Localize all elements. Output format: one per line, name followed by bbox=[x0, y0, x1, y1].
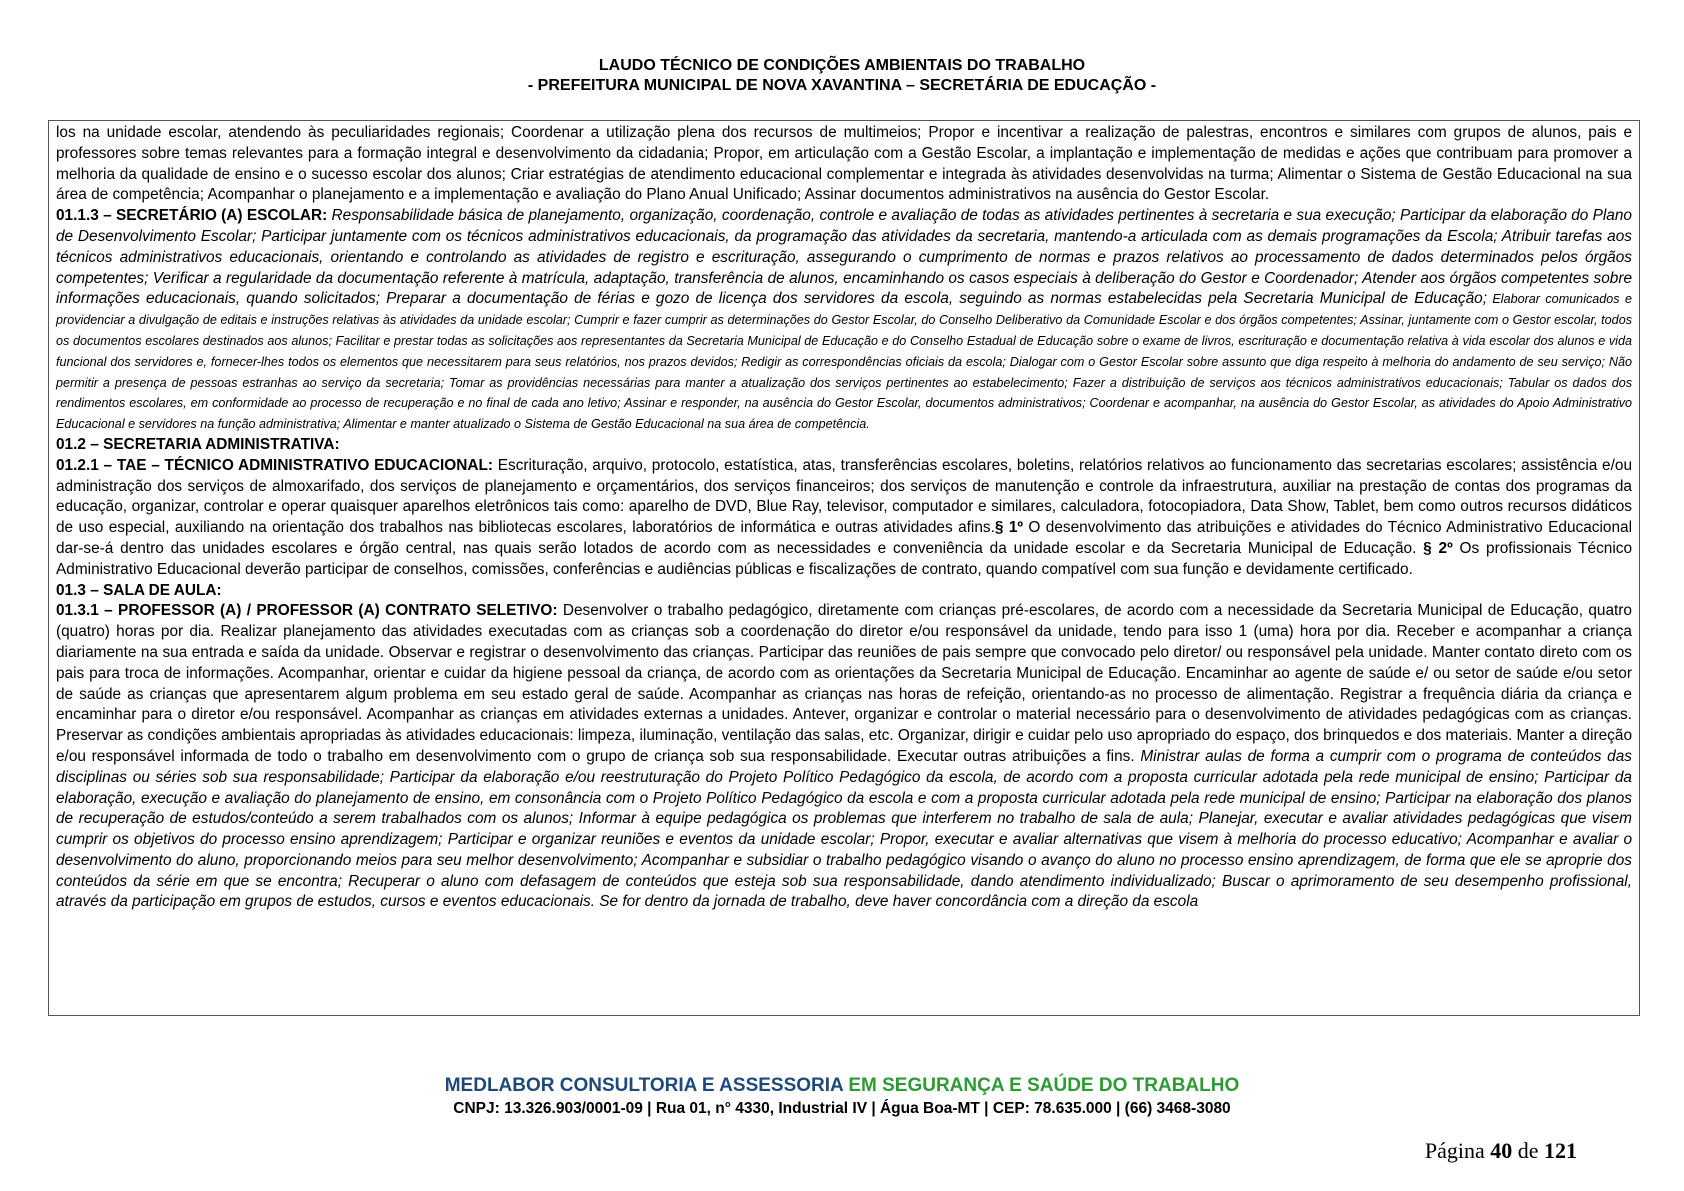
paragraph-2-text: Os profissionais Técnico Administrativo Educacional deverão participar de conselhos, comissões, conferências e audiências públicas e fiscalizações de contrato, quando compatível com sua função e devidamente certificado. bbox=[56, 539, 1633, 578]
content-box bbox=[48, 120, 1640, 1016]
section-heading-sala-de-aula: 01.3 – SALA DE AULA: bbox=[56, 581, 222, 599]
page-number-prefix: Página bbox=[1424, 1138, 1491, 1163]
footer-cnpj-address: CNPJ: 13.326.903/0001-09 | Rua 01, n° 4330, Industrial IV | Água Boa-MT | CEP: 78.635.000 | (66) 3468-3080 bbox=[453, 1100, 1231, 1117]
page-number-current: 40 bbox=[1490, 1138, 1513, 1163]
section-tae bbox=[56, 456, 1632, 581]
page-number-separator: de bbox=[1512, 1138, 1544, 1163]
paragraph-1-label: § 1º bbox=[994, 519, 1024, 537]
section-text: Desenvolver o trabalho pedagógico, diretamente com crianças pré-escolares, de acordo com a necessidade da Secretaria Municipal de Educação, quatro (quatro) horas por dia. Realizar planejamento das atividades executadas com as crianças sob a coordenação do diretor e/ou responsável da unidade, tendo para isso 1 (uma) hora por dia. Receber e acompanhar a criança diariamente na sua entrada e saída da unidade. Observar e registrar o desenvolvimento das crianças. Participar das reuniões de pais sempre que convocado pelo diretor/ ou responsável pela unidade. Manter contato direto com os pais para troca de informações. Acompanhar, orientar e cuidar da higiene pessoal da criança, de acordo com as orientações da Secretaria Municipal de Educação. Encaminhar ao agente de saúde e/ ou setor de saúde e/ou setor de saúde as crianças que apresentarem algum problema em seu estado geral de saúde. Acompanhar as crianças nas horas de refeição, orientando-as no processo de alimentação. Registrar a frequência diária da criança e encaminhar para o diretor e/ou responsável. Acompanhar as crianças em atividades externas a unidades. Antever, organizar e controlar o material necessário para o desenvolvimento de atividades pedagógicas com as crianças. Preservar as condições ambientais apropriadas às atividades educacionais: limpeza, iluminação, ventilação das salas, etc. Organizar, dirigir e cuidar pelo uso apropriado do espaço, dos brinquedos e dos materiais. Manter a direção e/ou responsável informada de todo o trabalho em desenvolvimento com o grupo de criança sob sua responsabilidade. Executar outras atribuições a fins. bbox=[56, 602, 1632, 765]
document-title: LAUDO TÉCNICO DE CONDIÇÕES AMBIENTAIS DO TRABALHO bbox=[598, 57, 1086, 74]
paragraph-2-label: § 2º bbox=[1416, 539, 1453, 557]
section-text-small: Elaborar comunicados e providenciar a divulgação de editais e instruções relativas às atividades da unidade escolar; Cumprir e fazer cumprir as determinações do Gestor Escolar, do Conselho Deliberativo da Comunidade Escolar e dos órgãos competentes; Assinar, juntamente com o Gestor escolar, todos os documentos escolares destinados aos alunos; Facilitar e prestar todas as solicitações aos representantes da Secretaria Municipal de Educação e do Conselho Estadual de Educação sobre o exame de livros, escrituração e documentação relativa à vida escolar dos alunos e vida funcional dos servidores e, fornecer-lhes todos os elementos que necessitarem para seus relatórios, nos prazos devidos; Redigir as correspondências oficiais da escola; Dialogar com o Gestor Escolar sobre assunto que diga respeito à melhoria do andamento de seu serviço; Não permitir a presença de pessoas estranhas ao serviço da secretaria; Tomar as providências necessárias para manter a atualização dos serviços pertinentes ao estabelecimento; Fazer a distribuição de serviços aos técnicos administrativos educacionais; Tabular os dados dos rendimentos escolares, em conformidade ao processo de recuperação e no final de cada ano letivo; Assinar e responder, na ausência do Gestor Escolar, documentos administrativos; Coordenar e acompanhar, na ausência do Gestor Escolar, as atividades do Apoio Administrativo Educacional e servidores na função administrativa; Alimentar e manter atualizado o Sistema de Gestão Educacional na sua área de competência. bbox=[56, 292, 1632, 432]
paragraph-1-text: O desenvolvimento das atribuições e atividades do Técnico Administrativo Educacional dar-se-á dentro das unidades escolares e órgão central, nas quais serão lotados de acordo com as necessidades e conveniência da unidade escolar e da Secretaria Municipal de Educação. bbox=[56, 519, 1632, 557]
intro-paragraph: los na unidade escolar, atendendo às peculiaridades regionais; Coordenar a utilização plena dos recursos de multimeios; Propor e incentivar a realização de palestras, encontros e similares com grupos de alunos, pais e professores sobre temas relevantes para a formação integral e desenvolvimento da cidadania; Propor, em articulação com a Gestão Escolar, a implantação e implementação de medidas e ações que contribuam para promover a melhoria da qualidade de ensino e o sucesso escolar dos alunos; Criar estratégias de atendimento educacional complementar e integrada às atividades desenvolvidas na turma; Alimentar o Sistema de Gestão Educacional na sua área de competência; Acompanhar o planejamento e a implementação e avaliação do Plano Anual Unificado; Assinar documentos administrativos na ausência do Gestor Escolar. bbox=[56, 124, 1632, 204]
document-subtitle: - PREFEITURA MUNICIPAL DE NOVA XAVANTINA – SECRETÁRIA DE EDUCAÇÃO - bbox=[527, 77, 1157, 94]
footer-company-green: EM SEGURANÇA E SAÚDE DO TRABALHO bbox=[843, 1075, 1240, 1096]
section-heading: 01.3.1 – PROFESSOR (A) / PROFESSOR (A) CONTRATO SELETIVO: bbox=[56, 602, 558, 620]
section-secretario-escolar bbox=[56, 206, 1632, 435]
section-heading-secretaria-administrativa: 01.2 – SECRETARIA ADMINISTRATIVA: bbox=[56, 435, 340, 453]
section-text: Responsabilidade básica de planejamento, organização, coordenação, controle e avaliação de todas as atividades pertinentes à secretaria e sua execução; Participar da elaboração do Plano de Desenvolvimento Escolar; Participar juntamente com os técnicos administrativos educacionais, da programação das atividades da secretaria, mantendo-a articulada com as demais programações da Escola; Atribuir tarefas aos técnicos administrativos educacionais, orientando e controlando as atividades de registro e escrituração, assegurando o cumprimento de normas e prazos relativos ao processamento de dados determinados pelos órgãos competentes; Verificar a regularidade da documentação referente à matrícula, adaptação, transferência de alunos, encaminhando os casos especiais à deliberação do Gestor e Coordenador; Atender aos órgãos competentes sobre informações educacionais, quando solicitados; Preparar a documentação de férias e gozo de licença dos servidores da escola, seguindo as normas estabelecidas pela Secretaria Municipal de Educação; bbox=[56, 207, 1632, 308]
section-heading: 01.2.1 – TAE – TÉCNICO ADMINISTRATIVO EDUCACIONAL: bbox=[56, 456, 493, 474]
section-text-italic: Ministrar aulas de forma a cumprir com o programa de conteúdos das disciplinas ou séries sob sua responsabilidade; Participar da elaboração e/ou reestruturação do Projeto Político Pedagógico da escola, de acordo com a proposta curricular adotada pela rede municipal de ensino; Participar da elaboração, execução e avaliação do planejamento de ensino, em consonância com o Projeto Político Pedagógico da escola e com a proposta curricular adotada pela rede municipal de ensino; Participar na elaboração dos planos de recuperação de estudos/conteúdo a serem trabalhados com os alunos; Informar à equipe pedagógica os problemas que interferem no trabalho de sala de aula; Planejar, executar e avaliar atividades pedagógicas que visem cumprir os objetivos do processo ensino aprendizagem; Participar e organizar reuniões e eventos da unidade escolar; Propor, executar e avaliar alternativas que visem à melhoria do processo educativo; Acompanhar e avaliar o desenvolvimento do aluno, proporcionando meios para seu melhor desenvolvimento; Acompanhar e subsidiar o trabalho pedagógico visando o avanço do aluno no processo ensino aprendizagem, de forma que ele se aproprie dos conteúdos da série em que se encontra; Recuperar o aluno com defasagem de conteúdos que esteja sob sua responsabilidade, dando atendimento individualizado; Buscar o aprimoramento de seu desempenho profissional, através da participação em grupos de estudos, cursos e eventos educacionais. Se for dentro da jornada de trabalho, deve haver concordância com a direção da escola bbox=[56, 747, 1632, 911]
document-footer bbox=[0, 1074, 1684, 1120]
section-text: Escrituração, arquivo, protocolo, estatística, atas, transferências escolares, boletins, relatórios relativos ao funcionamento das secretarias escolares; assistência e/ou administração dos serviços de almoxarifado, dos serviços de planejamento e orçamentários, dos serviços financeiros; dos serviços de manutenção e controle da infraestrutura, auxiliar na prestação de contas dos programas da educação, organizar, controlar e operar quaisquer aparelhos eletrônicos tais como: aparelho de DVD, Blue Ray, televisor, computador e similares, calculadora, fotocopiadora, Data Show, Tablet, bem como outros recursos didáticos de uso especial, auxiliando na orientação dos trabalhos nas bibliotecas escolares, laboratórios de informática e outras atividades afins. bbox=[56, 456, 1632, 537]
page-number bbox=[1425, 1138, 1577, 1164]
document-header bbox=[0, 56, 1684, 96]
page-number-total: 121 bbox=[1544, 1138, 1577, 1163]
section-heading: 01.1.3 – SECRETÁRIO (A) ESCOLAR: bbox=[56, 207, 328, 225]
footer-company-blue: MEDLABOR CONSULTORIA E ASSESSORIA bbox=[444, 1075, 844, 1096]
section-professor bbox=[56, 601, 1632, 913]
footer-company-name bbox=[0, 1074, 1684, 1098]
